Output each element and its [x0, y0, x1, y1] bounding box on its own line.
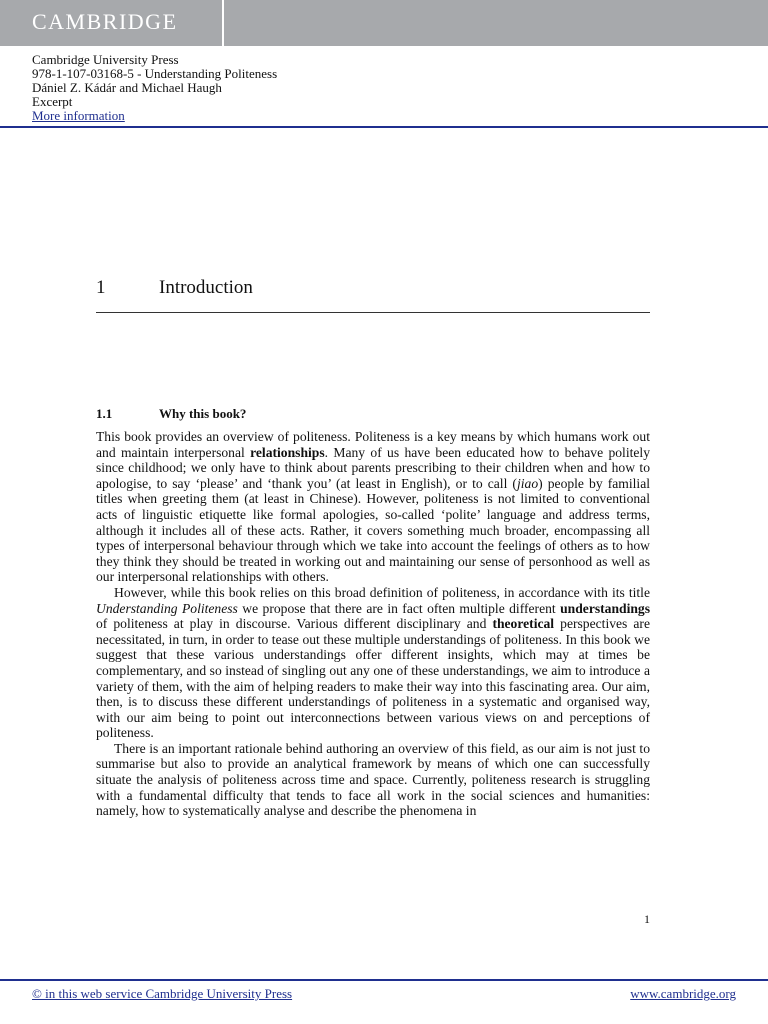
bold-term: understandings: [560, 600, 651, 616]
cambridge-logo: CAMBRIDGE: [32, 9, 178, 34]
more-information-link[interactable]: More information: [32, 108, 125, 123]
text-run: we propose that there are in fact often multiple different: [237, 600, 561, 616]
header-rule: [0, 126, 768, 128]
authors-line: Dániel Z. Kádár and Michael Haugh: [32, 80, 222, 95]
text-run: This book provides an overview of politeness. Politeness is a key means by which humans work out and maintain interpersonal: [96, 429, 650, 460]
bold-term: relationships: [250, 444, 325, 460]
text-run: perspectives are necessitated, in turn, in order to tease out these multiple understandings of politeness. In this book we suggest that these various understandings offer different insights, which may at times be complementary, and so instead of singling out any one of these understandings, we aim to introduce a variety of them, with the aim of helping readers to make their way into this fascinating area. Our aim, then, is to discuss these different understandings of politeness in a systematic and organised way, with our aim being to point out interconnections between various views on and perceptions of politeness.: [96, 616, 650, 741]
page-number: 1: [644, 912, 650, 926]
chapter-title: Introduction: [159, 277, 253, 298]
italic-term: Understanding Politeness: [96, 600, 238, 616]
chapter-rule: [96, 312, 650, 313]
chapter-number: 1: [96, 277, 106, 298]
copyright-link[interactable]: © in this web service Cambridge University Press: [32, 986, 293, 1001]
text-run: ) people by familial titles when greeting them (at least in Chinese). However, politeness is not limited to conventional acts of linguistic etiquette like formal apologies, so-called ‘polite’ language and address terms, although it includes all of these acts. Rather, it covers something much broader, encompassing all types of interpersonal behaviour through which we take into account the feelings of others as to how they think they should be treated in working out and maintaining our sense of personhood as well as our interpersonal relationships with others.: [96, 475, 651, 585]
section-title: Why this book?: [159, 406, 247, 421]
paragraph: [96, 585, 650, 741]
body-text: [96, 429, 650, 819]
italic-term: jiao: [516, 475, 539, 491]
text-run: of politeness at play in discourse. Various different disciplinary and: [96, 616, 493, 632]
cambridge-website-link[interactable]: www.cambridge.org: [630, 986, 736, 1001]
paragraph: [96, 741, 650, 819]
paragraph: [96, 429, 650, 585]
section-number: 1.1: [96, 406, 113, 421]
publisher-banner: [0, 0, 768, 46]
bold-term: theoretical: [492, 616, 555, 632]
book-metadata: [32, 53, 277, 123]
publisher-line: Cambridge University Press: [32, 52, 179, 67]
text-run: There is an important rationale behind authoring an overview of this field, as our aim is not just to summarise but also to provide an analytical framework by means of which one can successfully situate the analysis of politeness across time and space. Currently, politeness research is struggling with a fundamental difficulty that tends to face all work in the social sciences and humanities: namely, how to systematically analyse and describe the phenomena in: [96, 740, 650, 819]
banner-divider: [222, 0, 224, 46]
text-run: However, while this book relies on this broad definition of politeness, in accordance with its title: [114, 584, 650, 600]
text-run: . Many of us have been educated how to behave politely since childhood; we only have to think about parents prescribing to their children when and how to apologise, to say ‘please’ and ‘thank you’ (at least in English), or to call (: [96, 444, 650, 491]
isbn-title-line: 978-1-107-03168-5 - Understanding Politeness: [32, 66, 278, 81]
excerpt-line: Excerpt: [32, 94, 73, 109]
footer-rule: [0, 979, 768, 981]
